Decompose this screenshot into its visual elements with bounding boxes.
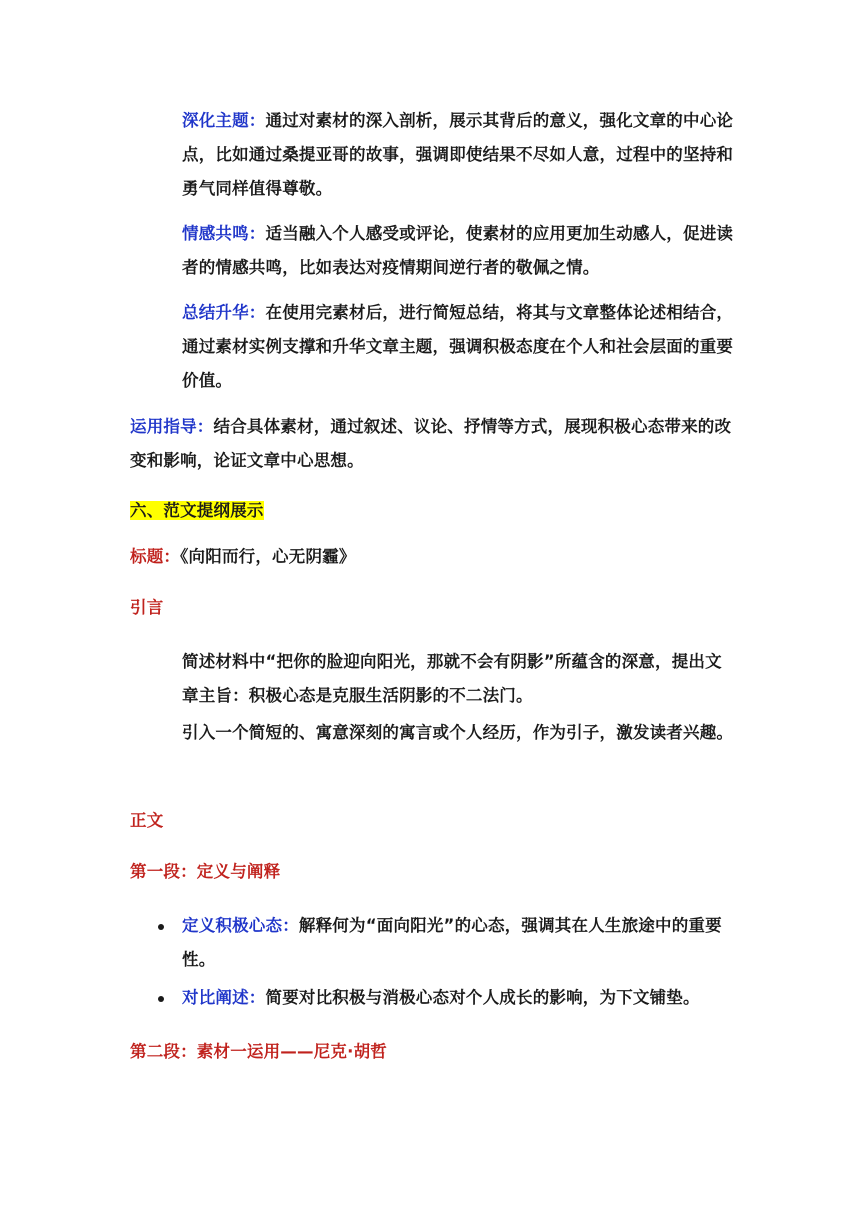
para1-bullet-list [182,909,738,1015]
point-label: 总结升华： [182,303,266,322]
point-label: 深化主题： [182,111,266,130]
usage-guide [130,410,738,478]
list-item [182,909,738,977]
para2-heading: 第二段：素材一运用——尼克·胡哲 [130,1042,387,1061]
list-item [182,981,738,1015]
bullet-label: 对比阐述： [182,988,266,1007]
point-deepen-theme [182,104,738,206]
point-text: 适当融入个人感受或评论，使素材的应用更加生动感人，促进读者的情感共鸣，比如表达对疫情期间逆行者的敬佩之情。 [182,224,734,277]
para1-heading: 第一段：定义与阐释 [130,862,281,881]
title-text: 《向阳而行，心无阴霾》 [180,547,356,566]
point-text: 在使用完素材后，进行简短总结，将其与文章整体论述相结合，通过素材实例支撑和升华文章主题，强调积极态度在个人和社会层面的重要价值。 [182,303,734,390]
point-label: 情感共鸣： [182,224,266,243]
intro-heading: 引言 [130,598,164,617]
outline-title [130,540,738,574]
bullet-label: 定义积极心态： [182,916,299,935]
title-label: 标题： [130,547,181,566]
bullet-text: 解释何为“面向阳光”的心态，强调其在人生旅途中的重要性。 [182,916,722,969]
point-text: 通过对素材的深入剖析，展示其背后的意义，强化文章的中心论点，比如通过桑提亚哥的故事，强调即使结果不尽如人意，过程中的坚持和勇气同样值得尊敬。 [182,111,734,198]
section-heading [130,494,738,528]
point-summary-sublimation [182,296,738,398]
intro-paragraph: 引入一个简短的、寓意深刻的寓言或个人经历，作为引子，激发读者兴趣。 [182,723,734,742]
guide-text: 结合具体素材，通过叙述、议论、抒情等方式，展现积极心态带来的改变和影响，论证文章中心思想。 [130,417,732,470]
point-emotional-resonance [182,217,738,285]
intro-paragraph: 简述材料中“把你的脸迎向阳光，那就不会有阴影”所蕴含的深意，提出文章主旨：积极心态是克服生活阴影的不二法门。 [182,652,722,705]
bullet-text: 简要对比积极与消极心态对个人成长的影响，为下文铺垫。 [265,988,700,1007]
guide-label: 运用指导： [130,417,214,436]
body-heading: 正文 [130,811,164,830]
section-heading-text: 六、范文提纲展示 [130,501,264,520]
